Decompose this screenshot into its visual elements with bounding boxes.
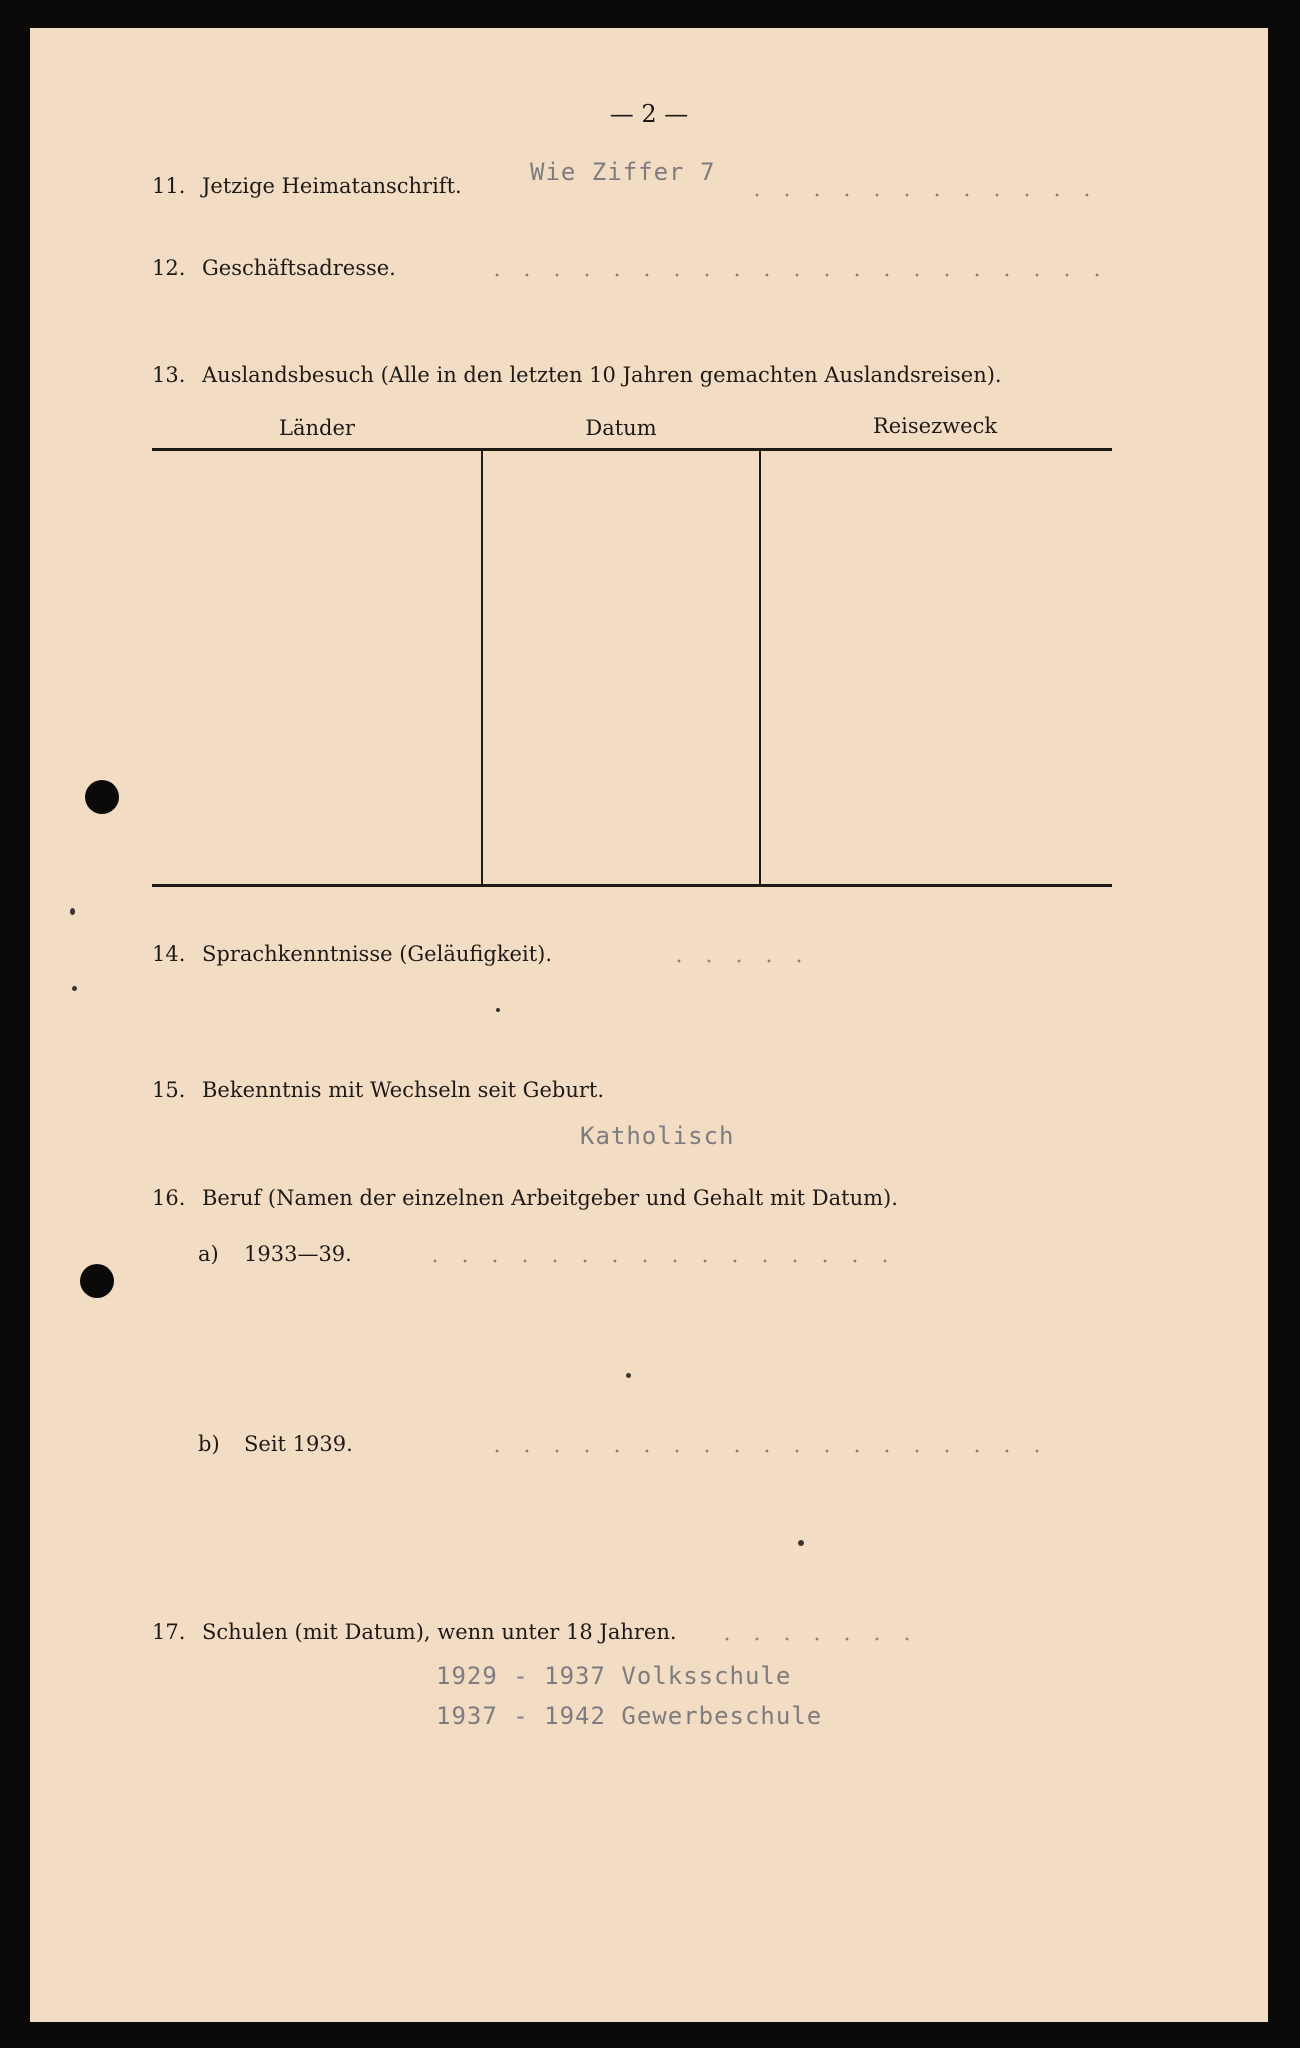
question-label: Beruf (Namen der einzelnen Arbeitgeber und Gehalt mit Datum). <box>202 1186 898 1210</box>
question-label: Schulen (mit Datum), wenn unter 18 Jahren. <box>202 1620 677 1644</box>
question-number: 11. <box>152 174 186 198</box>
table-column-divider <box>481 450 483 887</box>
answer-11-typed: Wie Ziffer 7 <box>530 158 716 186</box>
question-label: Geschäftsadresse. <box>202 256 396 280</box>
answer-17-typed-line: 1929 - 1937 Volksschule <box>436 1662 792 1690</box>
answer-17-typed-line: 1937 - 1942 Gewerbeschule <box>436 1702 823 1730</box>
punch-hole <box>85 780 119 814</box>
punch-hole <box>80 1264 114 1298</box>
question-16a <box>198 1242 352 1266</box>
question-15 <box>152 1078 604 1102</box>
paper-speck <box>70 908 75 915</box>
answer-15-typed: Katholisch <box>580 1122 735 1150</box>
question-number: 17. <box>152 1620 186 1644</box>
form-page <box>30 28 1268 2022</box>
question-11 <box>152 174 462 198</box>
answer-line-16a <box>420 1258 900 1264</box>
question-14 <box>152 942 552 966</box>
question-label: Sprachkenntnisse (Geläufigkeit). <box>202 942 552 966</box>
question-label: Auslandsbesuch (Alle in den letzten 10 Jahren gemachten Auslandsreisen). <box>202 363 1002 387</box>
table-column-divider <box>759 450 761 884</box>
page-number: — 2 — <box>609 100 689 128</box>
table-bottom-rule <box>152 884 1112 887</box>
sub-question-label: 1933—39. <box>244 1242 352 1266</box>
column-header-datum: Datum <box>585 416 657 440</box>
answer-line-11 <box>742 192 1102 198</box>
sub-question-letter: a) <box>198 1242 219 1266</box>
question-label: Jetzige Heimatanschrift. <box>202 174 462 198</box>
question-number: 12. <box>152 256 186 280</box>
column-header-laender: Länder <box>279 416 355 440</box>
sub-question-letter: b) <box>198 1432 220 1456</box>
paper-speck <box>496 1008 500 1012</box>
column-header-reisezweck: Reisezweck <box>872 414 998 438</box>
answer-line-12 <box>482 272 1122 278</box>
question-number: 16. <box>152 1186 186 1210</box>
paper-speck <box>626 1373 631 1378</box>
table-top-rule <box>152 448 1112 451</box>
answer-line-17 <box>712 1636 912 1642</box>
question-17 <box>152 1620 677 1644</box>
question-number: 14. <box>152 942 186 966</box>
sub-question-label: Seit 1939. <box>244 1432 353 1456</box>
question-number: 13. <box>152 363 186 387</box>
answer-line-16b <box>482 1448 1042 1454</box>
question-16b <box>198 1432 353 1456</box>
paper-speck <box>798 1540 804 1546</box>
question-16 <box>152 1186 898 1210</box>
question-12 <box>152 256 396 280</box>
paper-speck <box>72 986 77 991</box>
question-number: 15. <box>152 1078 186 1102</box>
question-label: Bekenntnis mit Wechseln seit Geburt. <box>202 1078 605 1102</box>
answer-line-14 <box>664 958 814 964</box>
question-13 <box>152 363 1002 387</box>
